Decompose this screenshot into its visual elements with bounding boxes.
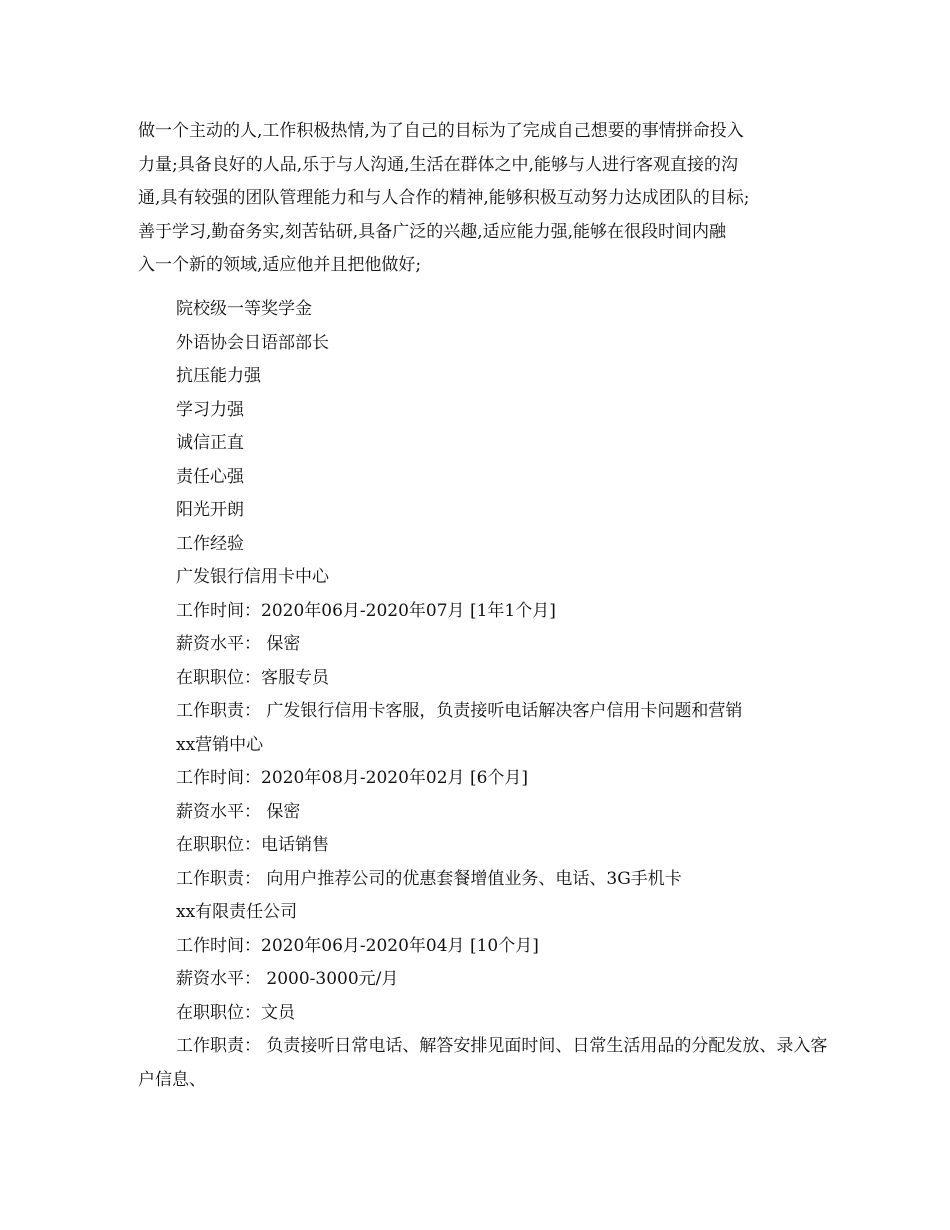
strength-item: 阳光开朗 [176, 500, 244, 520]
job-title: 在职职位：客服专员 [176, 667, 329, 688]
strength-item: 诚信正直 [176, 433, 244, 453]
job-duties: 工作职责： 向用户推荐公司的优惠套餐增值业务、电话、3G手机卡 [176, 868, 682, 889]
strength-item: 学习力强 [176, 399, 244, 420]
work-period: 工作时间：2020年08月-2020年02月 [6个月] [176, 768, 529, 788]
salary-level: 薪资水平： 保密 [176, 634, 301, 654]
job-title: 在职职位：电话销售 [176, 835, 329, 855]
company-name: xx营销中心 [176, 734, 264, 755]
self-evaluation-paragraph: 做一个主动的人,工作积极热情,为了自己的目标为了完成自己想要的事情拼命投入 力量;具备良好的人品,乐于与人沟通,生活在群体之中,能够与人进行客观直接的沟 通,具有较强的团队管理能力和与人合作的精神,能够积极互动努力达成团队的目标; 善于学习,勤奋务实,刻苦钻研,具备广泛的兴趣,适应能力强,能够在很段时间内融 入一个新的领域,适应他并且把他做好; [138, 121, 750, 275]
work-period: 工作时间：2020年06月-2020年04月 [10个月] [176, 935, 539, 956]
resume-detail-list [138, 293, 828, 1097]
award-item: 院校级一等奖学金 [176, 299, 312, 319]
company-name: xx有限责任公司 [176, 902, 298, 922]
job-duties: 工作职责： 广发银行信用卡客服，负责接听电话解决客户信用卡问题和营销 [176, 701, 743, 721]
position-item: 外语协会日语部部长 [176, 332, 329, 353]
salary-level: 薪资水平： 2000-3000元/月 [176, 969, 399, 989]
strength-item: 责任心强 [176, 466, 244, 487]
salary-level: 薪资水平： 保密 [176, 801, 301, 822]
job-title: 在职职位：文员 [176, 1002, 295, 1023]
strength-item: 抗压能力强 [176, 366, 261, 386]
company-name: 广发银行信用卡中心 [176, 567, 329, 587]
section-heading-work-experience: 工作经验 [176, 533, 244, 554]
job-duties: 工作职责： 负责接听日常电话、解答安排见面时间、日常生活用品的分配发放、录入客户信息、 [138, 1036, 828, 1090]
work-period: 工作时间：2020年06月-2020年07月 [1年1个月] [176, 600, 556, 621]
